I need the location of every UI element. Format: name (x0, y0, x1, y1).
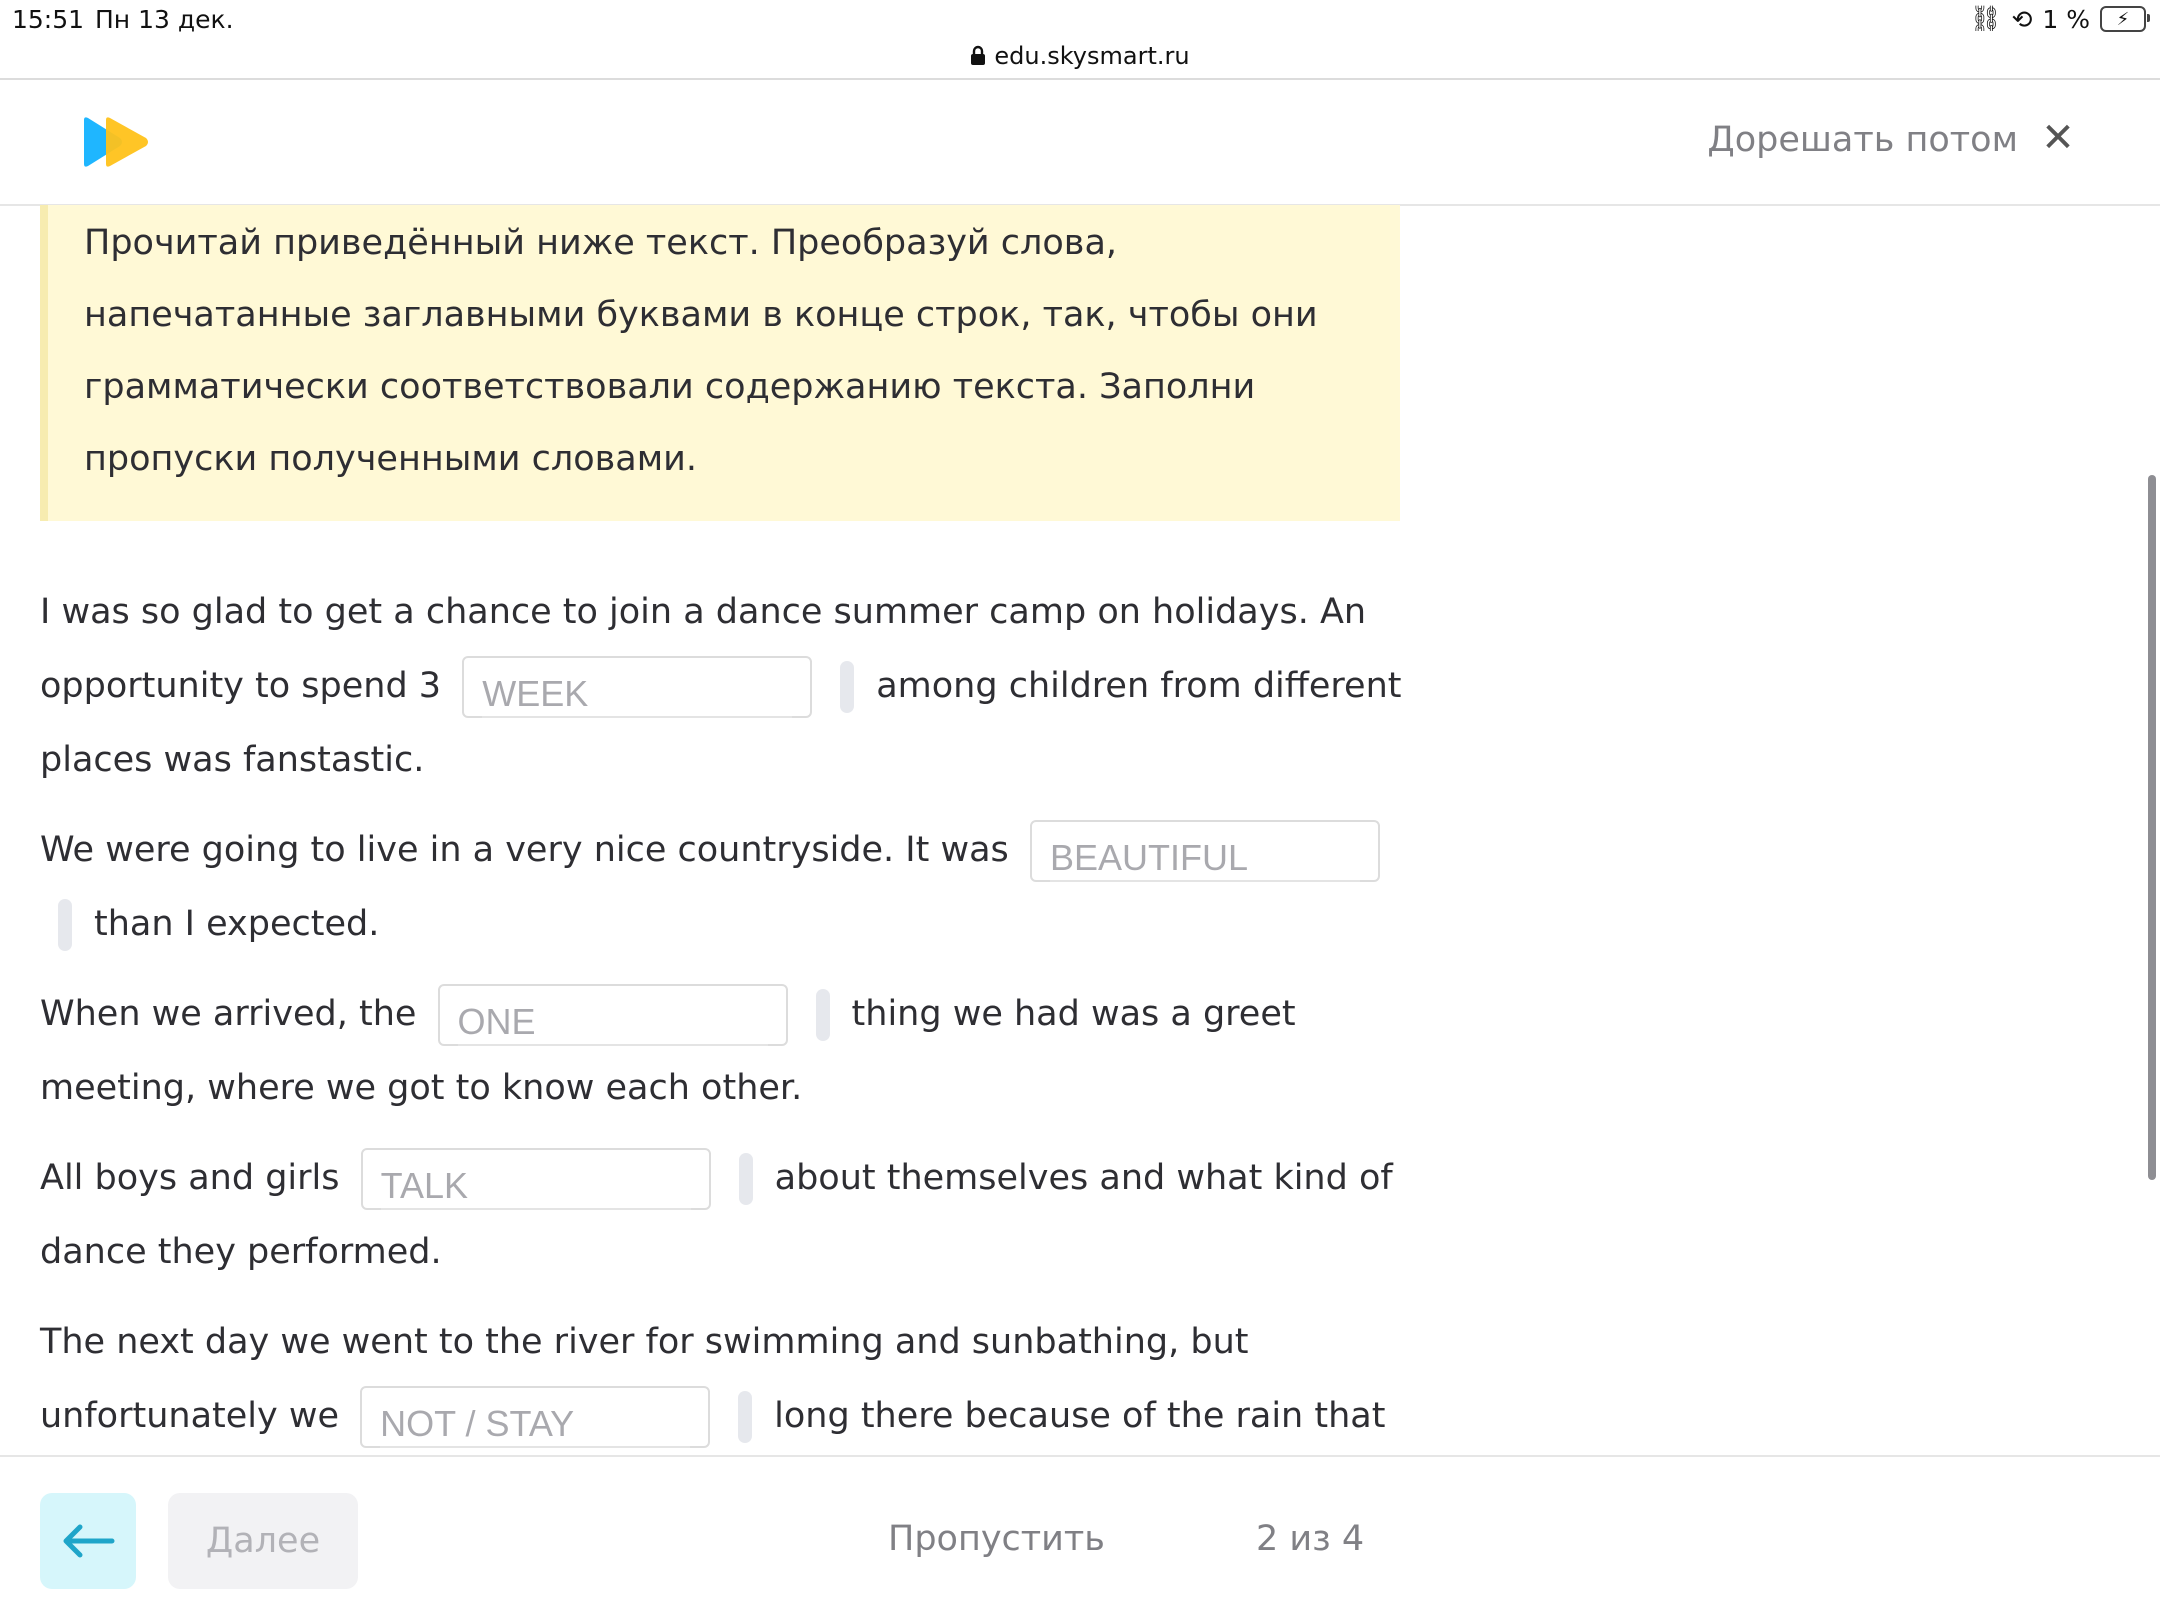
exercise-sentence-3 (40, 977, 1410, 1125)
lock-icon (970, 46, 986, 66)
arrow-left-icon (60, 1523, 116, 1559)
lesson-content (0, 205, 2160, 1455)
answer-field-4[interactable] (361, 1148, 711, 1210)
status-right (1970, 4, 2146, 34)
rotation-lock-icon: ⟲ (2011, 4, 2033, 34)
next-button[interactable]: Далее (168, 1493, 358, 1589)
close-icon[interactable]: ✕ (2041, 115, 2075, 161)
sentence-text-before: When we arrived, the (40, 994, 417, 1034)
sentence-text-after: than I expected. (94, 904, 380, 944)
instruction-text: Прочитай приведённый ниже текст. Преобразуй слова, напечатанные заглавными буквами в конце строк, так, чтобы они грамматически соответствовали содержанию текста. Заполни пропуски полученными словами. (84, 223, 1318, 479)
answer-input-4[interactable] (381, 1164, 691, 1210)
instruction-box (40, 205, 1400, 521)
sentence-text-after: thing we had was a greet meeting, where we got to know each other. (40, 994, 1296, 1108)
exercise-sentence-4 (40, 1141, 1410, 1289)
skysmart-logo[interactable] (80, 116, 152, 168)
answer-input-2[interactable] (1050, 836, 1360, 882)
solve-later-link[interactable]: Дорешать потом (1707, 120, 2018, 160)
sentence-text-after: about themselves and what kind of dance they performed. (40, 1158, 1393, 1272)
status-marker (739, 1153, 753, 1205)
answer-field-1[interactable] (462, 656, 812, 718)
battery-percent: 1 % (2042, 4, 2090, 34)
sentence-text-after: long there because of the rain that (774, 1396, 1386, 1436)
link-icon: ⛓ (1969, 4, 2002, 33)
status-time: 15:51 (12, 5, 85, 34)
sentence-text-before: The next day we went to the river for swimming and sunbathing, but unfortunately we (40, 1322, 1249, 1436)
answer-field-3[interactable] (438, 984, 788, 1046)
exercise-sentence-1 (40, 575, 1410, 797)
exercise-sentence-2 (40, 813, 1410, 961)
status-marker (738, 1391, 752, 1443)
app-header (0, 80, 2160, 206)
exercise-text (40, 575, 1410, 1543)
sentence-text-after: among children from different places was fanstastic. (40, 666, 1402, 780)
page-scrollbar[interactable] (2148, 475, 2156, 1180)
status-date: Пн 13 дек. (95, 5, 234, 34)
answer-input-1[interactable] (482, 672, 792, 718)
sentence-text-before: I was so glad to get a chance to join a dance summer camp on holidays. An opportunity to spend 3 (40, 592, 1367, 706)
task-progress: 2 из 4 (1256, 1519, 1365, 1559)
skip-button[interactable]: Пропустить (888, 1519, 1105, 1559)
back-button[interactable] (40, 1493, 136, 1589)
status-marker (840, 661, 854, 713)
footer-nav (0, 1455, 2160, 1622)
url-text: edu.skysmart.ru (994, 42, 1190, 70)
battery-icon: ⚡ (2100, 6, 2146, 32)
answer-input-5[interactable] (380, 1402, 690, 1448)
status-marker (816, 989, 830, 1041)
address-bar[interactable] (0, 34, 2160, 80)
answer-field-2[interactable] (1030, 820, 1380, 882)
sentence-text-before: All boys and girls (40, 1158, 340, 1198)
status-marker (58, 899, 72, 951)
answer-field-5[interactable] (360, 1386, 710, 1448)
sentence-text-before: We were going to live in a very nice countryside. It was (40, 830, 1009, 870)
answer-input-3[interactable] (458, 1000, 768, 1046)
